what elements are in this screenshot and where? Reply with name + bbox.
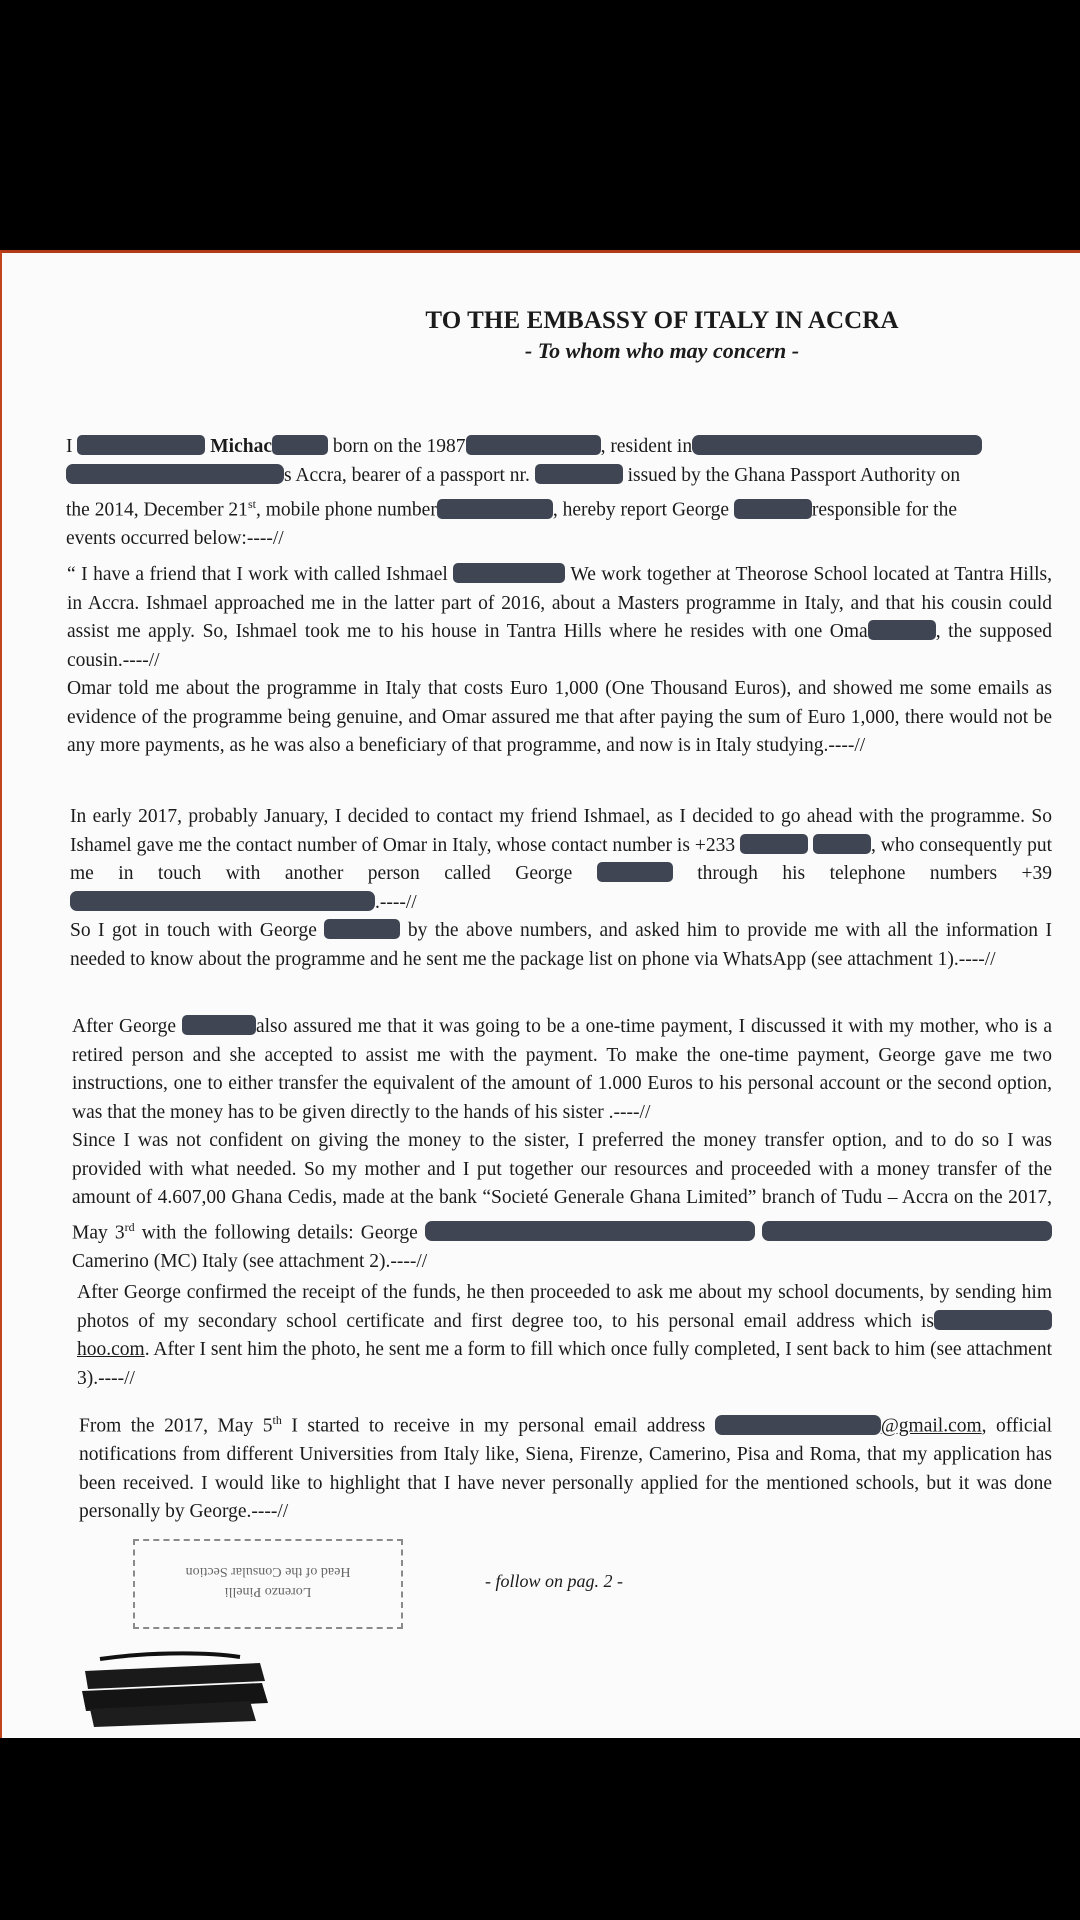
redaction xyxy=(734,499,812,519)
redaction xyxy=(868,620,936,640)
redaction xyxy=(597,862,673,882)
redaction xyxy=(70,891,375,911)
paragraph-documents: After George confirmed the receipt of the funds, he then proceeded to ask me about my school documents, by sending him photos of my secondary school certificate and first degree too, to his personal email address which ishoo.com. After I sent him the photo, he sent me a form to fill which once fully completed, I sent back to him (see attachment 3).----// xyxy=(77,1282,1052,1389)
paragraph-omar: Omar told me about the programme in Italy that costs Euro 1,000 (One Thousand Euros), and showed me some emails as evidence of the programme being genuine, and Omar assured me that after paying the sum of Euro 1,000, there would not be any more payments, as he was also a beneficiary of that programme, and now is in Italy studying.----// xyxy=(67,678,1052,756)
letter-header xyxy=(2,307,1080,364)
redaction xyxy=(272,435,328,455)
redaction xyxy=(813,834,871,854)
paragraph-ishmael: “ I have a friend that I work with called Ishmael We work together at Theorose School located at Tantra Hills, in Accra. Ishmael approached me in the latter part of 2016, about a Masters programme in Italy, and that his cousin could assist me apply. So, Ishmael took me to his house in Tantra Hills where he resides with one Oma , the supposed cousin.----// Omar told me about the programme in Italy that costs Euro 1,000 (One Thousand Euros), and showed me some emails as evidence of the programme being genuine, and Omar assured me that after paying the sum of Euro 1,000, there would not be any more payments, as he was also a beneficiary of that programme, and now is in Italy studying.----// xyxy=(67,564,1053,756)
redacted-signature xyxy=(80,1651,270,1729)
redaction xyxy=(425,1221,755,1241)
paragraph-notifications: From the 2017, May 5th I started to receive in my personal email address @gmail.com, official notifications from different Universities from Italy like, Siena, Firenze, Camerino, Pisa and Roma, that my application has been received. I would like to highlight that I have never personally applied for the mentioned schools, but it was done personally by George.----// xyxy=(79,1413,1052,1522)
letter-heading: TO THE EMBASSY OF ITALY IN ACCRA xyxy=(425,307,899,334)
letter-page xyxy=(0,250,1080,1738)
redaction xyxy=(740,834,808,854)
redaction xyxy=(715,1415,881,1435)
redaction xyxy=(437,499,553,519)
redaction xyxy=(77,435,205,455)
redaction xyxy=(535,464,623,484)
redaction xyxy=(66,464,284,484)
redaction xyxy=(692,435,982,455)
redaction xyxy=(453,563,565,583)
letter-subheading: - To whom who may concern - xyxy=(524,338,800,363)
redaction xyxy=(934,1310,1052,1330)
follow-on-note: - follow on pag. 2 - xyxy=(485,1571,623,1591)
consular-stamp: Lorenzo Pinelli Head of the Consular Section xyxy=(133,1539,403,1629)
redaction xyxy=(324,919,400,939)
paragraph-contact: In early 2017, probably January, I decided to contact my friend Ishmael, as I decided to go ahead with the programme. So Ishamel gave me the contact number of Omar in Italy, whose contact number is +233 , who consequently put me in touch with another person called George through his telephone numbers +39.----// So I got in touch with George by the above numbers, and asked him to provide me with all the information I needed to know about the programme and he sent me the package list on phone via WhatsApp (see attachment 1).----// xyxy=(70,806,1053,970)
redaction xyxy=(762,1221,1052,1241)
redaction xyxy=(466,435,601,455)
paragraph-payment: After George also assured me that it was going to be a one-time payment, I discussed it with my mother, who is a retired person and she accepted to assist me with the payment. To make the one-time payment, George gave me two instructions, one to either transfer the equivalent of the amount of 1.000 Euros to his personal account or the second option, was that the money has to be given directly to the hands of his sister .----// Since I was not confident on giving the money to the sister, I preferred the money transfer option, and to do so I was provided with what needed. So my mother and I put together our resources and proceeded with a money transfer of the amount of 4.607,00 Ghana Cedis, made at the bank “Societé Generale Ghana Limited” branch of Tudu – Accra on the 2017, May 3rd with the following details: George Camerino (MC) Italy (see attachment 2).----// xyxy=(72,1016,1052,1272)
paragraph-identity: I Michac born on the 1987 , resident in s Accra, bearer of a passport nr. issued by the Ghana Passport Authority on the 2014, December 21st, mobile phone number , hereby report George responsible for the events occurred below:----// xyxy=(66,433,1051,554)
redaction xyxy=(182,1015,256,1035)
